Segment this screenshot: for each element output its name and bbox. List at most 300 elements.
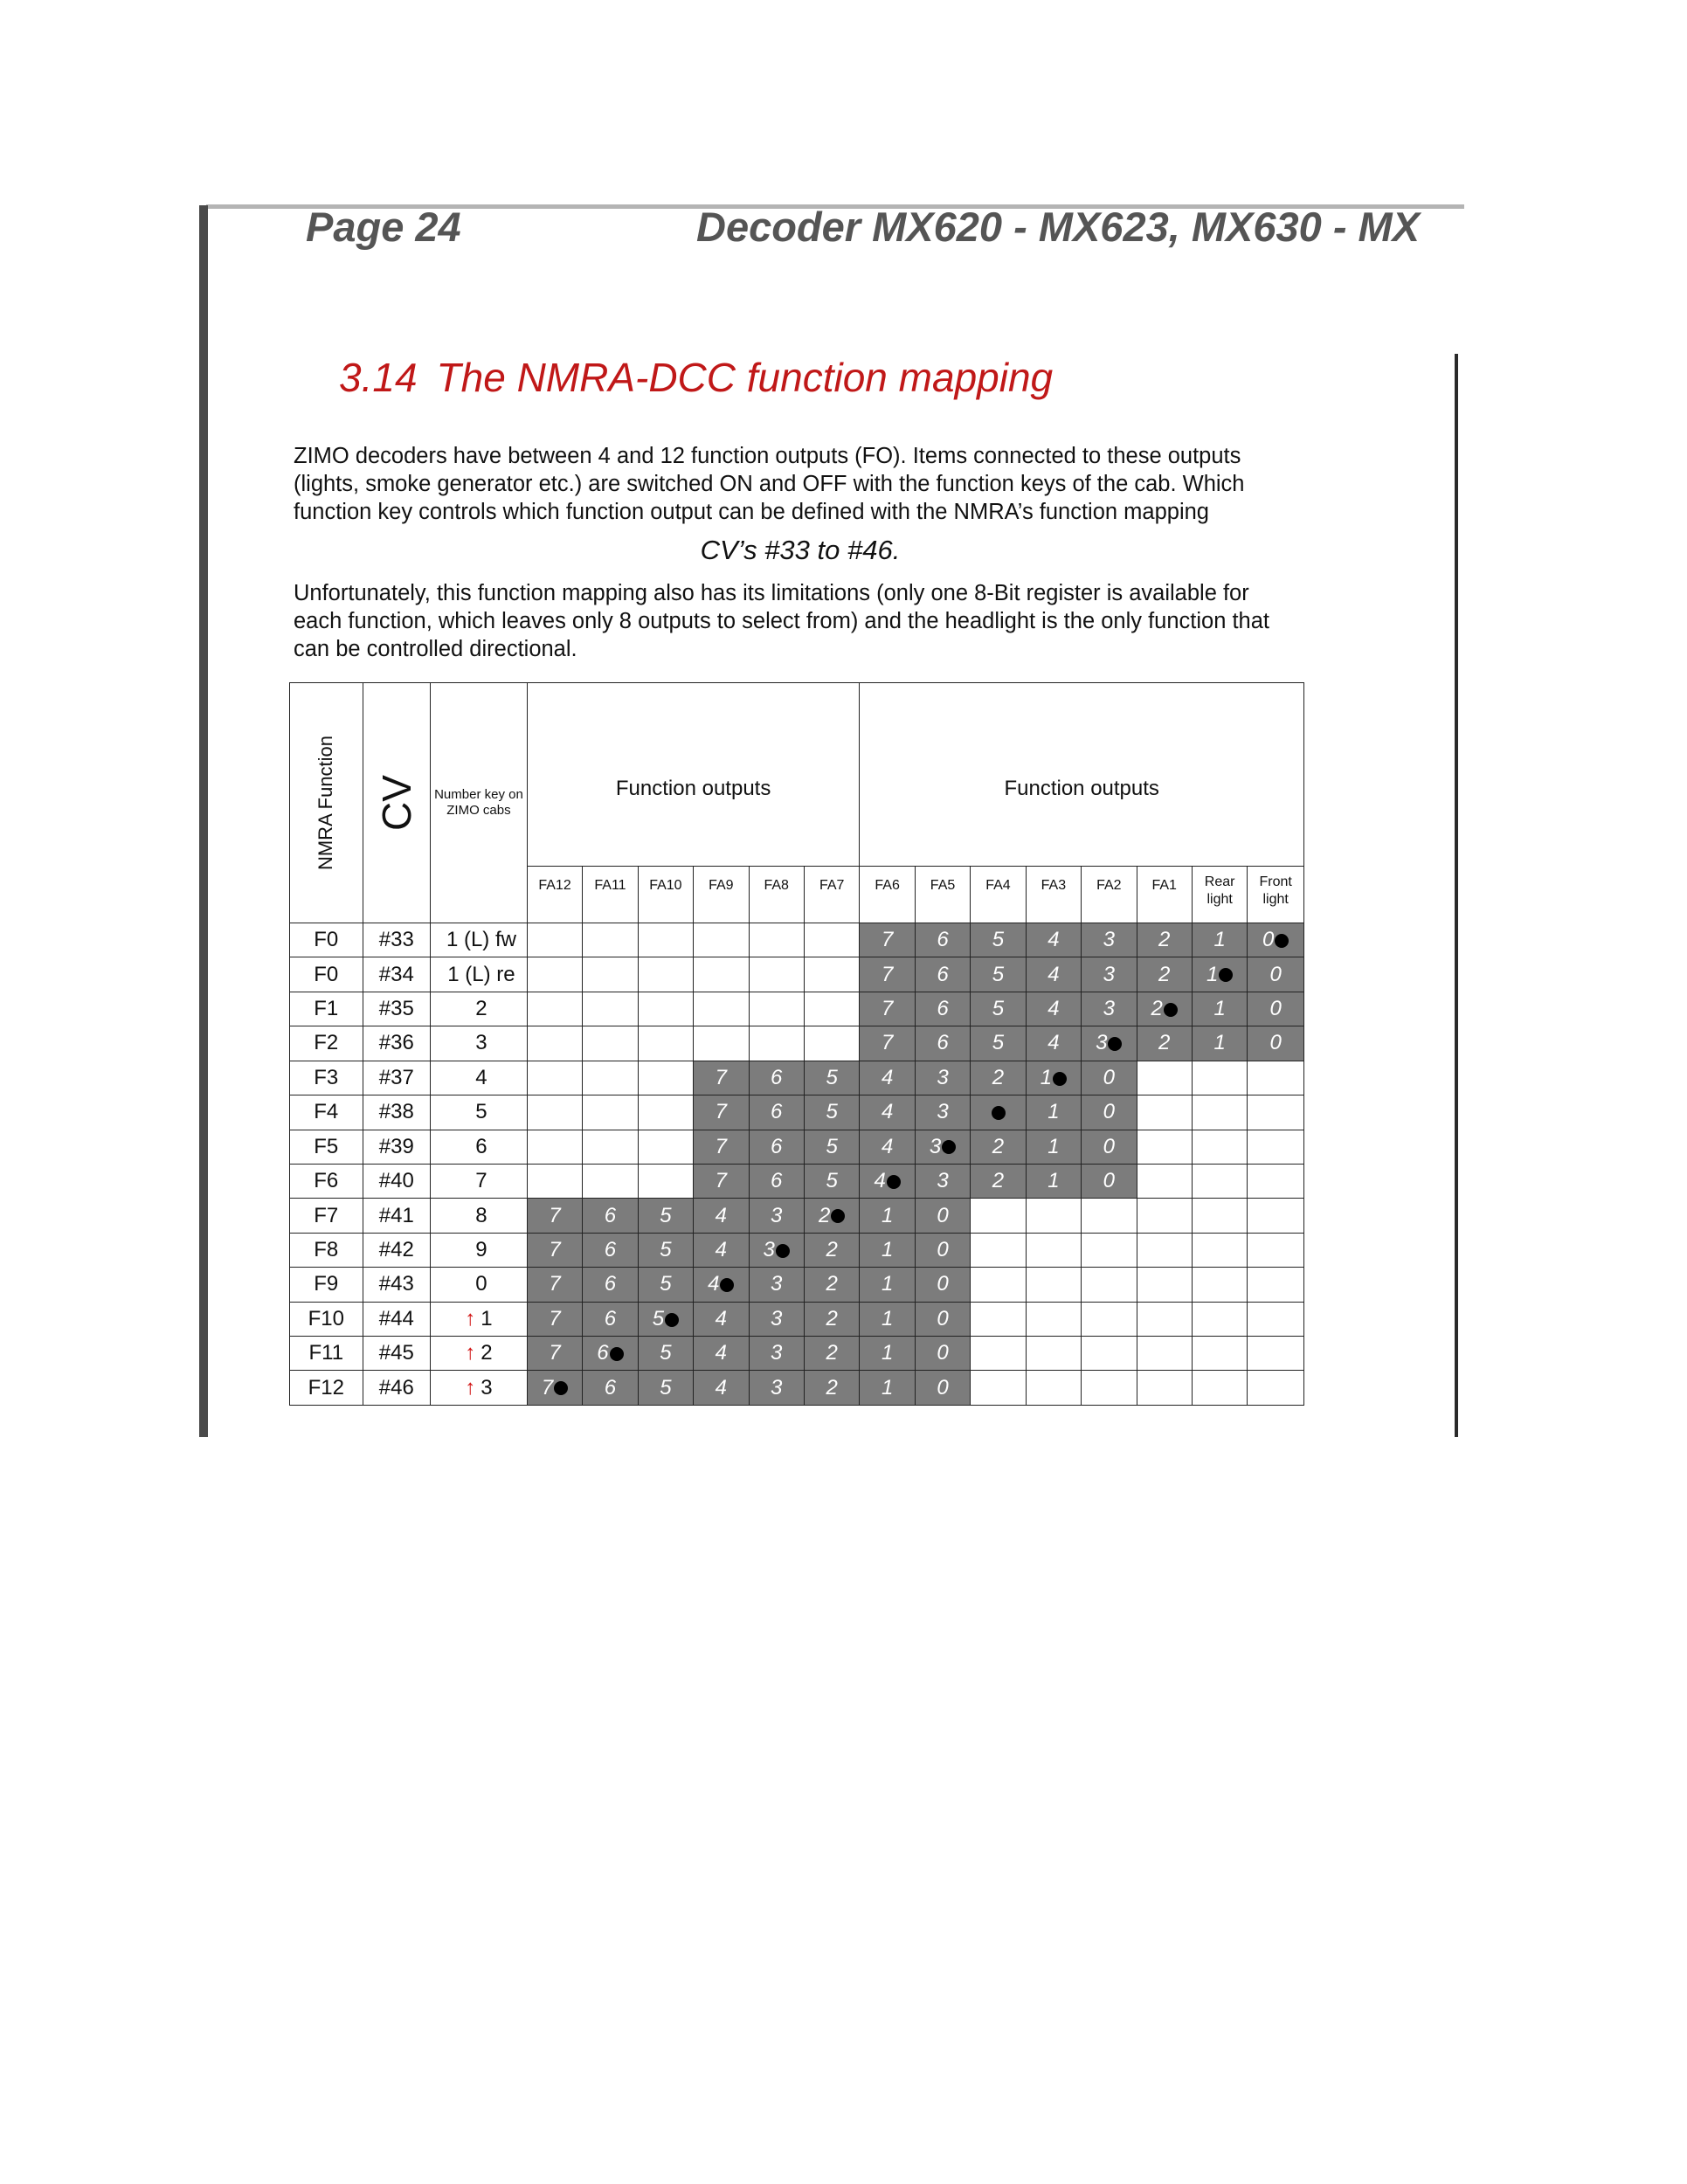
subheader-cell: FA9: [694, 867, 749, 923]
section-heading: [339, 354, 1053, 401]
output-cell: 7: [527, 1337, 582, 1371]
output-cell: [583, 1061, 638, 1095]
function-outputs-group-left: Function outputs: [527, 683, 860, 867]
output-cell: 7: [860, 992, 915, 1026]
limitations-paragraph: [294, 579, 1269, 663]
nmra-function-cell: F4: [290, 1095, 363, 1130]
output-cell: 7: [860, 923, 915, 957]
table-row: [290, 992, 1304, 1026]
output-cell: [804, 923, 859, 957]
output-cell: [527, 1130, 582, 1164]
active-output-dot-icon: [720, 1278, 734, 1292]
nmra-function-cell: F0: [290, 923, 363, 957]
output-cell: 4: [1026, 1026, 1081, 1061]
nmra-function-cell: F8: [290, 1233, 363, 1267]
active-output-dot-icon: [610, 1347, 624, 1361]
output-cell: [583, 1026, 638, 1061]
number-key-cell: [431, 1233, 528, 1267]
output-cell: 2: [971, 1130, 1026, 1164]
output-cell: 1: [1192, 1026, 1247, 1061]
output-cell: [1192, 1164, 1247, 1198]
output-cell: [1137, 992, 1192, 1026]
output-cell: 6: [749, 1164, 804, 1198]
output-cell: [1026, 1337, 1081, 1371]
output-cell: [1026, 1061, 1081, 1095]
output-cell: 0: [915, 1268, 970, 1302]
number-key-label: 4: [475, 1065, 487, 1089]
number-key-cell: [431, 1164, 528, 1198]
output-cell: 6: [583, 1268, 638, 1302]
output-cell: 6: [749, 1095, 804, 1130]
output-cell: 1: [860, 1199, 915, 1233]
cv-cell: #36: [363, 1026, 431, 1061]
output-cell: 6: [915, 992, 970, 1026]
output-cell: [527, 1164, 582, 1198]
number-key-label: 9: [475, 1238, 487, 1261]
output-cell: 4: [860, 1095, 915, 1130]
nmra-function-cell: F10: [290, 1302, 363, 1336]
output-cell: [1137, 1268, 1192, 1302]
table-body: [290, 923, 1304, 1406]
output-number: 7: [541, 1375, 554, 1400]
output-cell: 0: [1082, 1061, 1137, 1095]
limitations-line: can be controlled directional.: [294, 637, 577, 661]
output-cell: [1192, 1061, 1247, 1095]
output-cell: [1137, 1302, 1192, 1336]
output-cell: 1: [1192, 923, 1247, 957]
output-cell: 2: [971, 1061, 1026, 1095]
output-cell: 3: [749, 1371, 804, 1406]
output-cell: 5: [804, 1130, 859, 1164]
table-row: [290, 1199, 1304, 1233]
active-output-dot-icon: [1053, 1072, 1067, 1086]
output-cell: [749, 992, 804, 1026]
cv-cell: #33: [363, 923, 431, 957]
table-row: [290, 1371, 1304, 1406]
output-cell: [1137, 1061, 1192, 1095]
output-cell: [694, 992, 749, 1026]
output-cell: [1082, 1268, 1137, 1302]
output-cell: [1192, 1233, 1247, 1267]
output-cell: 1: [1026, 1164, 1081, 1198]
output-cell: [1248, 1164, 1304, 1198]
number-key-cell: [431, 957, 528, 992]
subheader-cell: FA1: [1137, 867, 1192, 923]
number-key-cell: [431, 923, 528, 957]
output-number: 6: [597, 1341, 609, 1365]
output-cell: 6: [915, 923, 970, 957]
page-number: Page 24: [306, 204, 461, 250]
subheader-cell: FA2: [1082, 867, 1137, 923]
table-row: [290, 1268, 1304, 1302]
table-row: [290, 1026, 1304, 1061]
output-cell: [1137, 1130, 1192, 1164]
output-cell: 4: [860, 1061, 915, 1095]
output-cell: 5: [804, 1164, 859, 1198]
active-output-dot-icon: [776, 1244, 790, 1258]
output-cell: 6: [749, 1130, 804, 1164]
output-cell: 5: [638, 1233, 693, 1267]
nmra-function-cell: F7: [290, 1199, 363, 1233]
output-cell: [749, 957, 804, 992]
output-cell: [971, 1337, 1026, 1371]
output-cell: [1248, 1199, 1304, 1233]
output-number: 3: [1096, 1031, 1108, 1055]
output-cell: 0: [1248, 992, 1304, 1026]
subheader-cell: Rear light: [1192, 867, 1247, 923]
output-cell: [749, 1026, 804, 1061]
active-output-dot-icon: [1219, 968, 1233, 982]
output-cell: [1137, 1233, 1192, 1267]
output-cell: 0: [915, 1199, 970, 1233]
output-cell: 5: [971, 957, 1026, 992]
number-key-cell: [431, 1095, 528, 1130]
active-output-dot-icon: [665, 1313, 679, 1327]
cv-cell: #37: [363, 1061, 431, 1095]
nmra-function-cell: F0: [290, 957, 363, 992]
output-cell: 1: [860, 1371, 915, 1406]
output-cell: [694, 1026, 749, 1061]
output-cell: 2: [804, 1233, 859, 1267]
table-row: [290, 1095, 1304, 1130]
cv-cell: #46: [363, 1371, 431, 1406]
output-cell: [1082, 1233, 1137, 1267]
active-output-dot-icon: [1164, 1003, 1178, 1017]
nmra-function-cell: F5: [290, 1130, 363, 1164]
output-number: 5: [652, 1306, 665, 1330]
subheader-cell: Front light: [1248, 867, 1304, 923]
output-cell: 1: [1026, 1130, 1081, 1164]
output-cell: 5: [638, 1337, 693, 1371]
output-cell: [1082, 1302, 1137, 1336]
table-row: [290, 1130, 1304, 1164]
output-cell: 5: [638, 1371, 693, 1406]
output-cell: 4: [694, 1337, 749, 1371]
output-cell: 1: [860, 1233, 915, 1267]
output-cell: [804, 992, 859, 1026]
output-cell: [694, 1268, 749, 1302]
output-cell: [1248, 1233, 1304, 1267]
output-cell: [1137, 1337, 1192, 1371]
output-cell: 4: [1026, 957, 1081, 992]
output-cell: [1248, 1095, 1304, 1130]
output-cell: [1137, 1095, 1192, 1130]
output-cell: 5: [971, 923, 1026, 957]
output-cell: 3: [915, 1061, 970, 1095]
output-cell: [583, 992, 638, 1026]
number-key-cell: [431, 1268, 528, 1302]
output-number: 4: [874, 1169, 886, 1193]
nmra-function-cell: F3: [290, 1061, 363, 1095]
output-cell: [527, 1095, 582, 1130]
output-cell: 1: [1026, 1095, 1081, 1130]
output-cell: 0: [1248, 1026, 1304, 1061]
shift-arrow-icon: ↑: [465, 1341, 476, 1365]
number-key-cell: [431, 1337, 528, 1371]
number-key-header: Number key on ZIMO cabs: [431, 683, 528, 923]
output-number: 1: [1040, 1065, 1053, 1089]
output-cell: 0: [915, 1233, 970, 1267]
output-cell: 2: [804, 1337, 859, 1371]
output-cell: [1192, 1268, 1247, 1302]
number-key-cell: [431, 992, 528, 1026]
output-cell: [749, 923, 804, 957]
output-cell: [583, 1337, 638, 1371]
number-key-label: 1 (L) fw: [446, 928, 516, 952]
output-number: 4: [708, 1272, 720, 1296]
output-cell: 2: [804, 1371, 859, 1406]
output-cell: [971, 1371, 1026, 1406]
limitations-line: each function, which leaves only 8 outputs to select from) and the headlight is the only function that: [294, 609, 1270, 633]
output-cell: 3: [749, 1199, 804, 1233]
number-key-cell: [431, 1371, 528, 1406]
nmra-function-cell: F12: [290, 1371, 363, 1406]
table-row: [290, 1164, 1304, 1198]
output-cell: [527, 1371, 582, 1406]
output-cell: [694, 957, 749, 992]
output-cell: 4: [1026, 992, 1081, 1026]
output-cell: [527, 1026, 582, 1061]
output-cell: 1: [860, 1302, 915, 1336]
output-cell: [638, 1130, 693, 1164]
number-key-cell: [431, 1026, 528, 1061]
table-row: [290, 1337, 1304, 1371]
output-cell: 2: [804, 1302, 859, 1336]
number-key-label: 2: [481, 1341, 493, 1365]
output-cell: [1192, 1302, 1247, 1336]
output-cell: [694, 923, 749, 957]
table-row: [290, 1302, 1304, 1336]
output-cell: [527, 992, 582, 1026]
output-cell: [527, 923, 582, 957]
nmra-function-header: [290, 683, 363, 923]
cv-cell: #42: [363, 1233, 431, 1267]
output-cell: 3: [915, 1164, 970, 1198]
output-cell: [1192, 1095, 1247, 1130]
output-cell: [638, 923, 693, 957]
output-cell: 1: [860, 1337, 915, 1371]
output-cell: 6: [583, 1302, 638, 1336]
cv-cell: #43: [363, 1268, 431, 1302]
output-cell: [971, 1302, 1026, 1336]
output-cell: [1192, 957, 1247, 992]
output-cell: 2: [804, 1268, 859, 1302]
output-number: 1: [1206, 962, 1219, 986]
intro-line: (lights, smoke generator etc.) are switched ON and OFF with the function keys of the cab. Which: [294, 472, 1245, 496]
output-cell: 4: [1026, 923, 1081, 957]
output-cell: [1026, 1371, 1081, 1406]
output-number: 2: [1151, 997, 1163, 1021]
output-cell: [1082, 1371, 1137, 1406]
output-cell: [638, 1026, 693, 1061]
output-cell: [804, 957, 859, 992]
output-cell: [527, 1061, 582, 1095]
nmra-function-label: NMRA Function: [315, 735, 337, 871]
output-cell: 1: [1192, 992, 1247, 1026]
number-key-label: 6: [475, 1134, 487, 1158]
output-cell: 0: [915, 1371, 970, 1406]
intro-line: ZIMO decoders have between 4 and 12 function outputs (FO). Items connected to these outputs: [294, 444, 1241, 468]
active-output-dot-icon: [942, 1140, 956, 1154]
output-cell: 4: [694, 1302, 749, 1336]
subheader-cell: FA4: [971, 867, 1026, 923]
output-cell: [1248, 1130, 1304, 1164]
output-cell: 6: [583, 1233, 638, 1267]
subheader-cell: FA7: [804, 867, 859, 923]
subheader-cell: FA3: [1026, 867, 1081, 923]
output-cell: 6: [583, 1371, 638, 1406]
active-output-dot-icon: [992, 1106, 1006, 1120]
output-cell: 1: [860, 1268, 915, 1302]
output-cell: [583, 1130, 638, 1164]
active-output-dot-icon: [554, 1381, 568, 1395]
output-cell: 0: [1082, 1130, 1137, 1164]
table-row: [290, 1233, 1304, 1267]
output-cell: [915, 1130, 970, 1164]
output-number: 3: [763, 1238, 775, 1261]
output-cell: [804, 1026, 859, 1061]
table-row: [290, 923, 1304, 957]
output-cell: 3: [749, 1337, 804, 1371]
output-cell: [971, 1268, 1026, 1302]
output-cell: 0: [1082, 1164, 1137, 1198]
left-margin-bar: [199, 205, 208, 1437]
document-title: Decoder MX620 - MX623, MX630 - MX: [696, 204, 1421, 250]
output-cell: 7: [694, 1095, 749, 1130]
output-cell: 5: [638, 1199, 693, 1233]
output-cell: 2: [1137, 1026, 1192, 1061]
output-cell: [1248, 1268, 1304, 1302]
output-cell: [638, 1061, 693, 1095]
output-cell: 0: [1248, 957, 1304, 992]
output-cell: [1248, 923, 1304, 957]
subheader-cell: FA12: [527, 867, 582, 923]
output-number: 3: [929, 1134, 942, 1158]
cv-cell: #41: [363, 1199, 431, 1233]
output-cell: [583, 1164, 638, 1198]
output-cell: 3: [749, 1302, 804, 1336]
output-cell: 6: [583, 1199, 638, 1233]
cv-header: [363, 683, 431, 923]
output-number: 0: [1262, 928, 1275, 952]
nmra-function-cell: F9: [290, 1268, 363, 1302]
output-cell: 5: [638, 1268, 693, 1302]
cv-cell: #34: [363, 957, 431, 992]
output-cell: 7: [694, 1164, 749, 1198]
output-cell: 4: [694, 1233, 749, 1267]
output-cell: 5: [971, 1026, 1026, 1061]
output-cell: 4: [694, 1199, 749, 1233]
intro-paragraph: [294, 442, 1244, 526]
intro-line: function key controls which function output can be defined with the NMRA’s function mapping: [294, 500, 1209, 524]
number-key-cell: [431, 1302, 528, 1336]
right-margin-bar: [1455, 354, 1458, 1437]
output-cell: [1082, 1199, 1137, 1233]
output-cell: 5: [971, 992, 1026, 1026]
cv-cell: #39: [363, 1130, 431, 1164]
output-cell: 5: [804, 1061, 859, 1095]
output-cell: [583, 957, 638, 992]
active-output-dot-icon: [1275, 934, 1289, 948]
active-output-dot-icon: [887, 1175, 901, 1189]
output-cell: [638, 1095, 693, 1130]
subheader-cell: FA5: [915, 867, 970, 923]
output-cell: 0: [915, 1337, 970, 1371]
output-cell: 7: [860, 1026, 915, 1061]
output-cell: [583, 923, 638, 957]
output-number: 2: [818, 1203, 831, 1227]
output-cell: [1192, 1130, 1247, 1164]
output-cell: [804, 1199, 859, 1233]
nmra-function-cell: F11: [290, 1337, 363, 1371]
output-cell: [1248, 1337, 1304, 1371]
cv-cell: #44: [363, 1302, 431, 1336]
output-cell: 3: [1082, 992, 1137, 1026]
active-output-dot-icon: [831, 1209, 845, 1223]
number-key-label: 3: [481, 1375, 493, 1400]
output-cell: [1248, 1061, 1304, 1095]
output-cell: 7: [694, 1130, 749, 1164]
output-cell: [1026, 1268, 1081, 1302]
output-cell: [1026, 1233, 1081, 1267]
output-cell: [638, 992, 693, 1026]
output-cell: 7: [527, 1233, 582, 1267]
nmra-function-cell: F2: [290, 1026, 363, 1061]
output-cell: 7: [527, 1199, 582, 1233]
output-cell: [1192, 1371, 1247, 1406]
output-cell: [1082, 1337, 1137, 1371]
subheader-cell: FA10: [638, 867, 693, 923]
cv-cell: #40: [363, 1164, 431, 1198]
nmra-function-cell: F6: [290, 1164, 363, 1198]
cv-cell: #38: [363, 1095, 431, 1130]
output-cell: [1082, 1026, 1137, 1061]
number-key-label: 7: [475, 1169, 487, 1193]
output-cell: [1026, 1302, 1081, 1336]
output-cell: 4: [860, 1130, 915, 1164]
output-cell: [638, 1164, 693, 1198]
number-key-label: 8: [475, 1203, 487, 1227]
output-cell: 2: [1137, 957, 1192, 992]
output-cell: 6: [915, 957, 970, 992]
output-cell: [1137, 1371, 1192, 1406]
number-key-label: 1 (L) re: [447, 962, 515, 986]
shift-arrow-icon: ↑: [465, 1306, 476, 1330]
output-cell: 0: [1082, 1095, 1137, 1130]
number-key-label: 1: [481, 1306, 493, 1330]
output-cell: 3: [749, 1268, 804, 1302]
output-cell: [527, 957, 582, 992]
subheader-cell: FA6: [860, 867, 915, 923]
output-cell: 7: [527, 1302, 582, 1336]
output-cell: [1137, 1164, 1192, 1198]
active-output-dot-icon: [1108, 1037, 1122, 1051]
function-outputs-group-right: Function outputs: [860, 683, 1304, 867]
output-cell: 2: [1137, 923, 1192, 957]
number-key-label: 0: [475, 1272, 487, 1296]
output-cell: 4: [694, 1371, 749, 1406]
limitations-line: Unfortunately, this function mapping also has its limitations (only one 8-Bit register is available for: [294, 581, 1249, 605]
output-cell: 0: [915, 1302, 970, 1336]
output-cell: [971, 1095, 1026, 1130]
output-cell: [1137, 1199, 1192, 1233]
section-title: The NMRA-DCC function mapping: [436, 355, 1054, 400]
output-cell: 3: [915, 1095, 970, 1130]
number-key-label: 2: [475, 997, 487, 1021]
output-cell: 2: [971, 1164, 1026, 1198]
output-cell: [1248, 1371, 1304, 1406]
output-cell: [638, 1302, 693, 1336]
